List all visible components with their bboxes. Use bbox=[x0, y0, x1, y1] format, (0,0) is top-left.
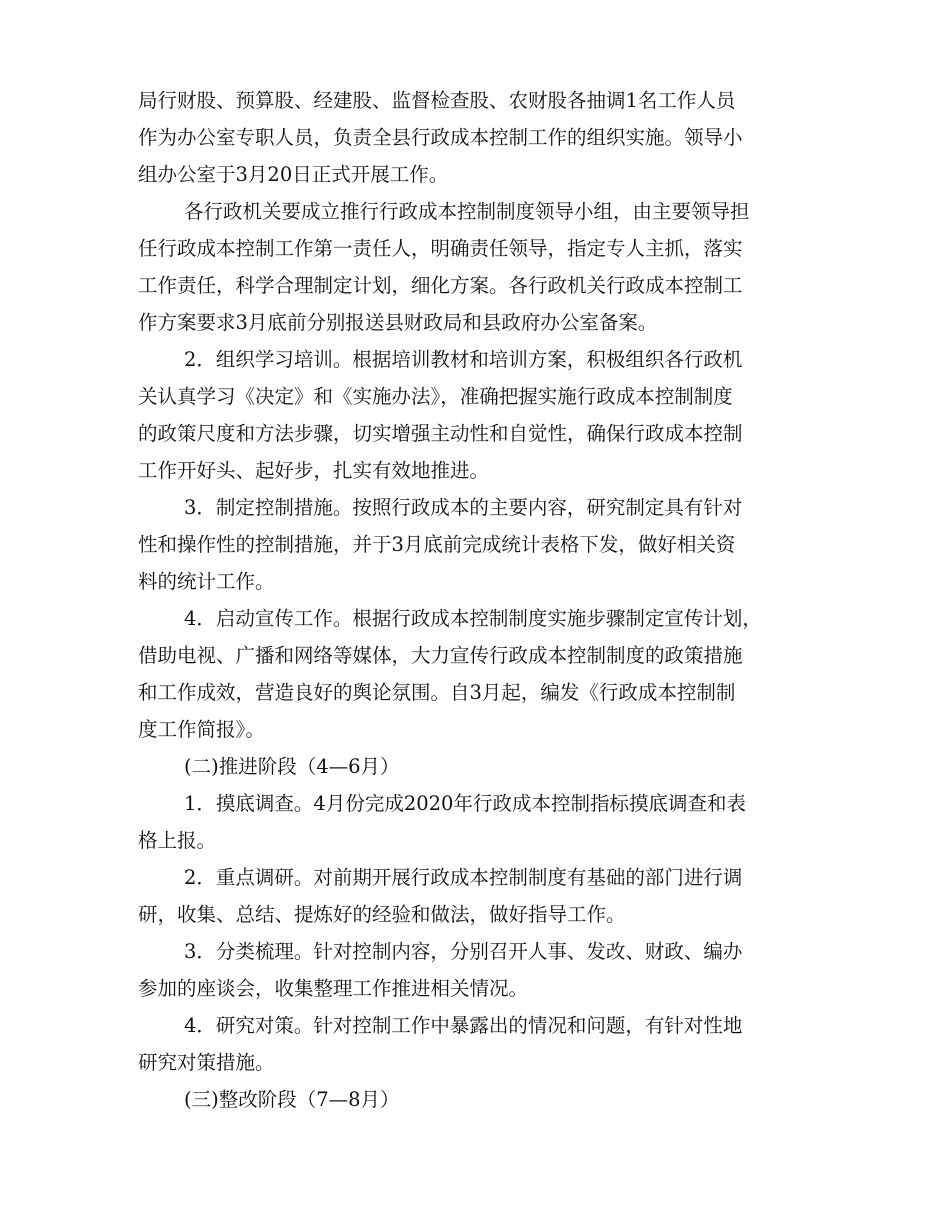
text-line: 3．分类梳理。针对控制内容，分别召开人事、发改、财政、编办 bbox=[184, 940, 743, 963]
text-line: 度工作简报》。 bbox=[138, 718, 265, 741]
text-line: 作为办公室专职人员，负责全县行政成本控制工作的组织实施。领导小 bbox=[138, 126, 743, 149]
text-line: 2．组织学习培训。根据培训教材和培训方案，积极组织各行政机 bbox=[184, 348, 743, 371]
text-line: (三)整改阶段（7—8月） bbox=[184, 1088, 400, 1111]
text-line: 料的统计工作。 bbox=[138, 570, 275, 593]
text-line: 参加的座谈会，收集整理工作推进相关情况。 bbox=[138, 977, 529, 1000]
document-page bbox=[138, 82, 828, 1118]
text-line: 4．启动宣传工作。根据行政成本控制制度实施步骤制定宣传计划， bbox=[184, 607, 762, 630]
text-line: 工作开好头、起好步，扎实有效地推进。 bbox=[138, 459, 490, 482]
text-line: 的政策尺度和方法步骤，切实增强主动性和自觉性，确保行政成本控制 bbox=[138, 422, 743, 445]
text-line: 各行政机关要成立推行行政成本控制制度领导小组，由主要领导担 bbox=[184, 200, 750, 223]
text-line: 任行政成本控制工作第一责任人，明确责任领导，指定专人主抓，落实 bbox=[138, 237, 743, 260]
text-line: 4．研究对策。针对控制工作中暴露出的情况和问题，有针对性地 bbox=[184, 1014, 743, 1037]
text-line: (二)推进阶段（4—6月） bbox=[184, 755, 400, 778]
text-line: 1．摸底调查。4月份完成2020年行政成本控制指标摸底调查和表 bbox=[184, 792, 746, 815]
text-line: 关认真学习《决定》和《实施办法》，准确把握实施行政成本控制制度 bbox=[138, 385, 733, 408]
text-line: 借助电视、广播和网络等媒体，大力宣传行政成本控制制度的政策措施 bbox=[138, 644, 743, 667]
text-line: 2．重点调研。对前期开展行政成本控制制度有基础的部门进行调 bbox=[184, 866, 743, 889]
text-line: 局行财股、预算股、经建股、监督检查股、农财股各抽调1名工作人员 bbox=[138, 89, 736, 112]
text-line: 研究对策措施。 bbox=[138, 1051, 275, 1074]
text-line: 组办公室于3月20日正式开展工作。 bbox=[138, 163, 449, 186]
text-line: 作方案要求3月底前分别报送县财政局和县政府办公室备案。 bbox=[138, 311, 658, 334]
text-line: 格上报。 bbox=[138, 829, 217, 852]
text-line: 工作责任，科学合理制定计划，细化方案。各行政机关行政成本控制工 bbox=[138, 274, 743, 297]
text-line: 3．制定控制措施。按照行政成本的主要内容，研究制定具有针对 bbox=[184, 496, 743, 519]
text-line: 和工作成效，营造良好的舆论氛围。自3月起，编发《行政成本控制制 bbox=[138, 681, 736, 704]
text-line: 研，收集、总结、提炼好的经验和做法，做好指导工作。 bbox=[138, 903, 626, 926]
text-line: 性和操作性的控制措施，并于3月底前完成统计表格下发，做好相关资 bbox=[138, 533, 736, 556]
